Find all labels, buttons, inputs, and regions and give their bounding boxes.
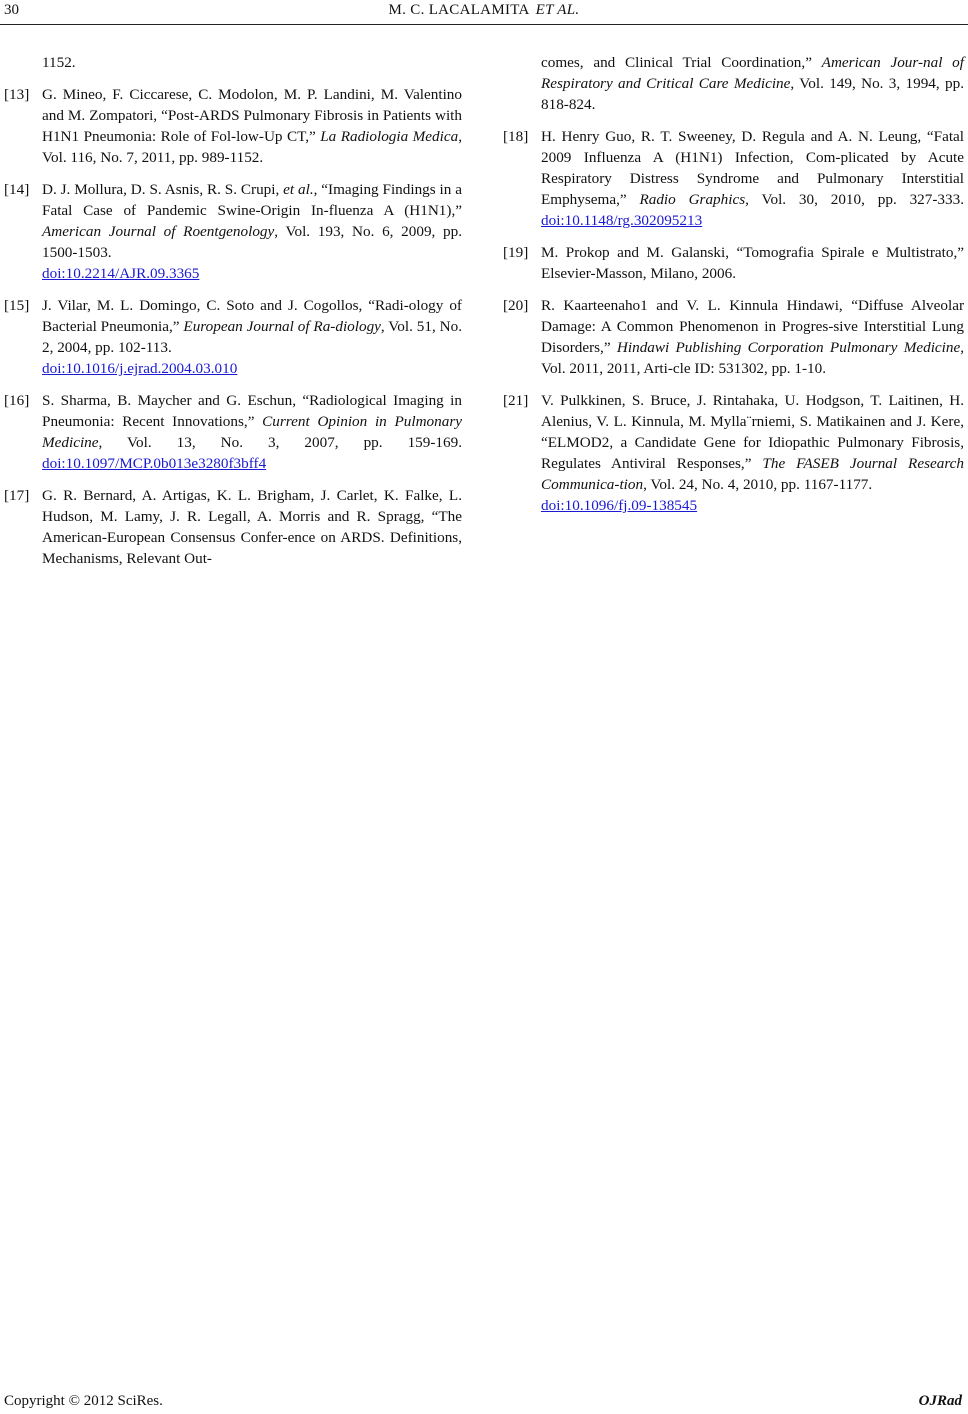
reference-authors-title: S. Sharma, B. Maycher and G. Eschun, “Radiological Imaging in Pneumonia: Recent Innovations,” <box>42 392 462 430</box>
reference-authors-title: V. Pulkkinen, S. Bruce, J. Rintahaka, U. Hodgson, T. Laitinen, H. Alenius, V. L. Kinnula, M. Mylla¨rniemi, S. Matikainen and J. Kere, “ELMOD2, a Candidate Gene for Idiopathic Pulmonary Fibrosis, Regulates Antiviral Responses,” <box>541 392 964 472</box>
reference-text: G. R. Bernard, A. Artigas, K. L. Brigham, J. Carlet, K. Falke, L. Hudson, M. Lamy, J. R. Legall, A. Morris and R. Spragg, “The American-European Consensus Confer-ence on ARDS. Definitions, Mechanisms, Relevant Out- <box>42 487 462 567</box>
right-column <box>503 52 964 527</box>
reference-authors: D. J. Mollura, D. S. Asnis, R. S. Crupi, <box>42 181 284 198</box>
reference-journal: Radio Graphics <box>639 191 746 208</box>
reference-text <box>42 84 462 168</box>
reference-18 <box>503 126 964 231</box>
reference-continuation <box>541 52 964 115</box>
reference-authors-title: H. Henry Guo, R. T. Sweeney, D. Regula and A. N. Leung, “Fatal 2009 Influenza A (H1N1) Infection, Com-plicated by Acute Respiratory Distress Syndrome and Pulmonary Interstitial Emphysema,” <box>541 128 964 208</box>
reference-number: [13] <box>4 86 30 103</box>
reference-text <box>42 295 462 379</box>
reference-number: [15] <box>4 297 30 314</box>
reference-number: [16] <box>4 392 30 409</box>
reference-journal: European Journal of Ra-diology <box>183 318 381 335</box>
reference-details: , Vol. 13, No. 3, 2007, pp. 159-169. <box>98 434 462 451</box>
reference-journal: La Radiologia Medica <box>320 128 459 145</box>
reference-16 <box>4 390 462 474</box>
reference-details: , Vol. 51, No. 2, 2004, pp. 102-113. <box>42 318 462 356</box>
page-number: 30 <box>4 2 19 18</box>
reference-details: , Vol. 24, No. 4, 2010, pp. 1167-1177. <box>643 476 873 493</box>
reference-text: M. Prokop and M. Galanski, “Tomografia Spirale e Multistrato,” Elsevier-Masson, Milano, 2006. <box>541 244 964 282</box>
reference-17 <box>4 485 462 569</box>
reference-number: [18] <box>503 128 529 145</box>
reference-authors-title: G. Mineo, F. Ciccarese, C. Modolon, M. P. Landini, M. Valentino and M. Zompatori, “Post-ARDS Pulmonary Fibrosis in Patients with H1N1 Pneumonia: Role of Fol-low-Up CT,” <box>42 86 462 145</box>
reference-journal: American Journal of Roentgenology <box>42 223 275 240</box>
reference-number: [14] <box>4 181 30 198</box>
reference-text <box>42 179 462 284</box>
footer-copyright: Copyright © 2012 SciRes. <box>4 1393 163 1409</box>
reference-details: , Vol. 193, No. 6, 2009, pp. 1500-1503. <box>42 223 463 261</box>
doi-link[interactable]: doi:10.1148/rg.302095213 <box>541 212 703 229</box>
running-head <box>0 2 968 19</box>
doi-link[interactable]: doi:10.1096/fj.09-138545 <box>541 497 698 514</box>
reference-journal: American Jour-nal of Respiratory and Critical Care Medicine <box>541 54 964 92</box>
reference-number: [17] <box>4 487 30 504</box>
reference-text <box>541 390 964 516</box>
reference-etal: et al. <box>283 181 314 198</box>
running-head-etal: ET AL. <box>535 2 580 18</box>
reference-number: [21] <box>503 392 529 409</box>
reference-journal: Current Opinion in Pulmonary Medicine <box>42 413 462 451</box>
left-column <box>4 52 462 580</box>
reference-number: [20] <box>503 297 529 314</box>
reference-19 <box>503 242 964 284</box>
footer-journal-abbrev: OJRad <box>918 1393 962 1409</box>
reference-text <box>541 295 964 379</box>
reference-text <box>42 390 462 474</box>
reference-details: , Vol. 149, No. 3, 1994, pp. 818-824. <box>541 75 965 113</box>
running-head-authors: M. C. LACALAMITA <box>388 2 530 18</box>
reference-authors-title: J. Vilar, M. L. Domingo, C. Soto and J. Cogollos, “Radi-ology of Bacterial Pneumonia,” <box>42 297 462 335</box>
reference-journal: The FASEB Journal Research Communica-tion <box>541 455 965 493</box>
doi-link[interactable]: doi:10.2214/AJR.09.3365 <box>42 265 200 282</box>
reference-21 <box>503 390 964 516</box>
reference-15 <box>4 295 462 379</box>
reference-continuation: 1152. <box>42 54 76 71</box>
reference-text <box>541 126 964 231</box>
reference-authors-title: R. Kaarteenaho1 and V. L. Kinnula Hindawi, “Diffuse Alveolar Damage: A Common Phenomenon in Progres-sive Interstitial Lung Disorders,” <box>541 297 964 356</box>
reference-20 <box>503 295 964 379</box>
doi-link[interactable]: doi:10.1016/j.ejrad.2004.03.010 <box>42 360 238 377</box>
reference-number: [19] <box>503 244 529 261</box>
reference-details: , Vol. 2011, 2011, Arti-cle ID: 531302, pp. 1-10. <box>541 339 965 377</box>
reference-continuation-title: comes, and Clinical Trial Coordination,” <box>541 54 822 71</box>
header-rule <box>0 24 968 25</box>
reference-title: , “Imaging Findings in a Fatal Case of Pandemic Swine-Origin In-fluenza A (H1N1),” <box>42 181 462 219</box>
reference-details: , Vol. 116, No. 7, 2011, pp. 989-1152. <box>42 128 462 166</box>
reference-14 <box>4 179 462 284</box>
reference-13 <box>4 84 462 168</box>
doi-link[interactable]: doi:10.1097/MCP.0b013e3280f3bff4 <box>42 455 267 472</box>
reference-journal: Hindawi Publishing Corporation Pulmonary Medicine <box>616 339 961 356</box>
reference-details: , Vol. 30, 2010, pp. 327-333. <box>745 191 964 208</box>
